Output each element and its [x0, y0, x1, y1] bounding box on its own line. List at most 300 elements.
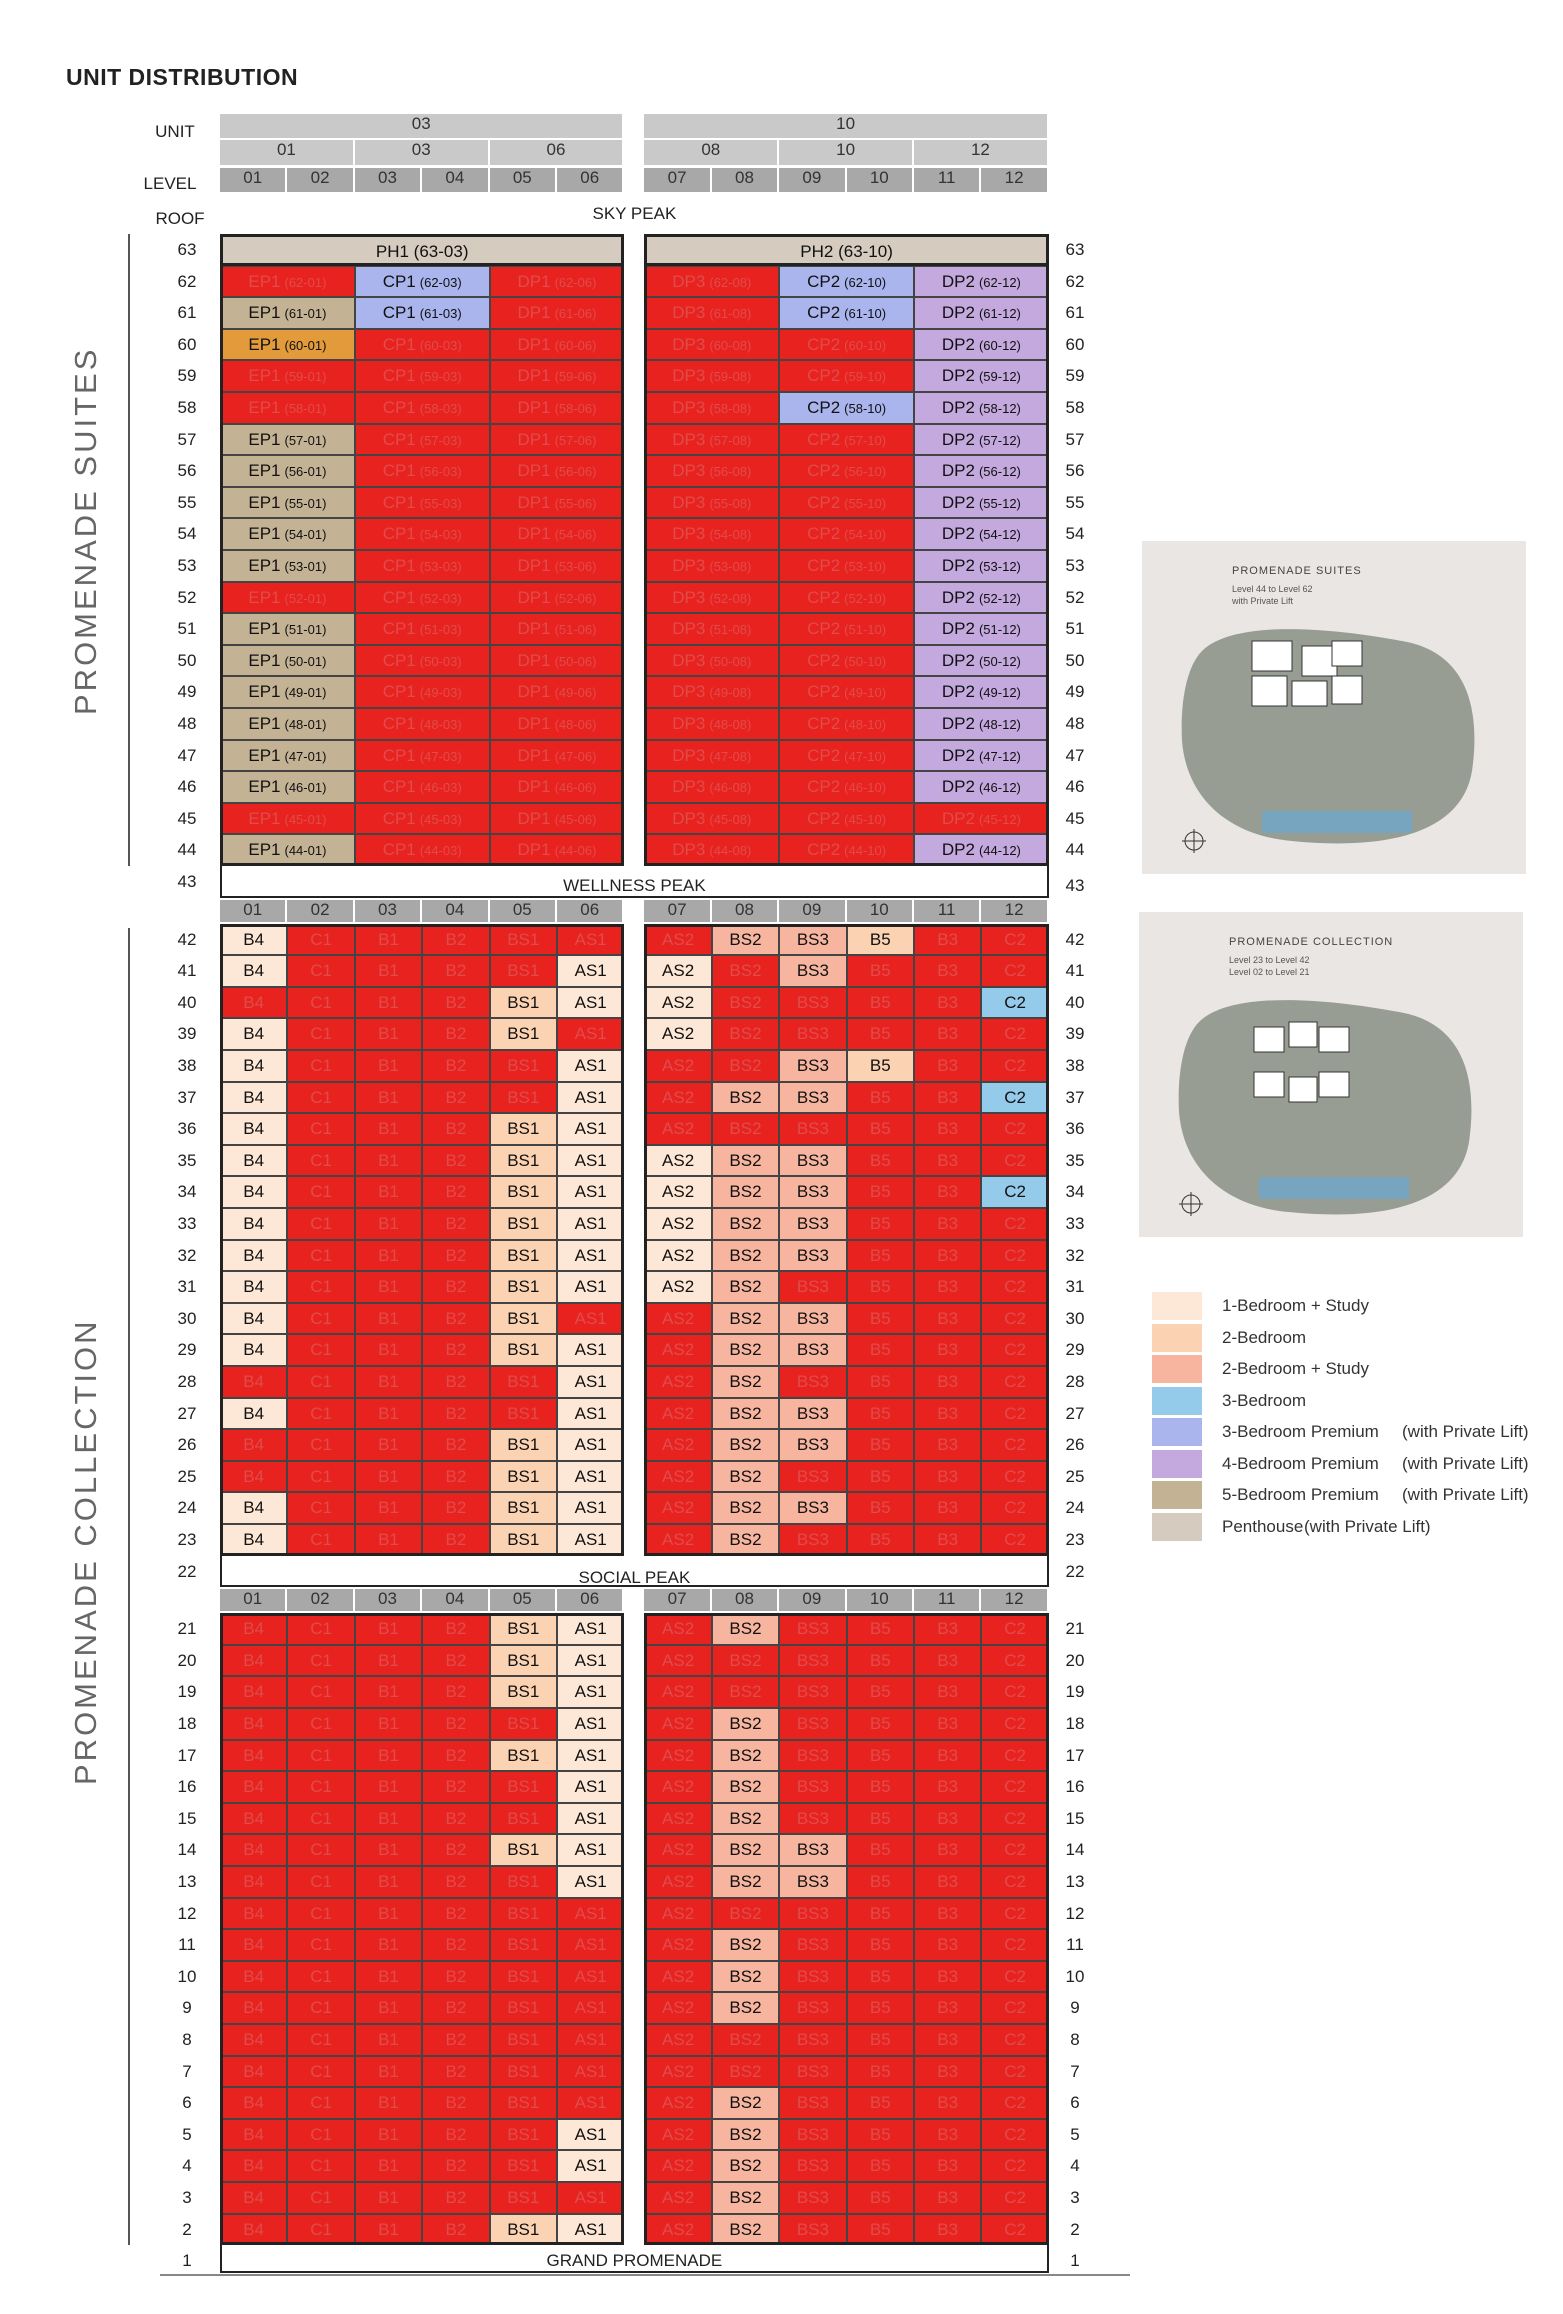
collection-unit-cell[interactable]: B4: [220, 1803, 287, 1835]
collection-unit-cell[interactable]: B4: [220, 1208, 287, 1240]
collection-unit-cell[interactable]: C1: [287, 2214, 354, 2246]
collection-unit-cell[interactable]: B2: [422, 1645, 489, 1677]
collection-unit-cell[interactable]: BS1: [490, 1740, 557, 1772]
collection-unit-cell[interactable]: C2: [981, 1303, 1048, 1335]
collection-unit-cell[interactable]: C1: [287, 1334, 354, 1366]
collection-unit-cell[interactable]: BS3: [779, 1082, 846, 1114]
collection-unit-cell[interactable]: BS2: [712, 1145, 779, 1177]
suite-unit-cell[interactable]: CP2 (44-10): [779, 834, 914, 866]
collection-unit-cell[interactable]: AS2: [644, 1113, 711, 1145]
collection-unit-cell[interactable]: C1: [287, 1271, 354, 1303]
collection-unit-cell[interactable]: B3: [914, 955, 981, 987]
suite-unit-cell[interactable]: DP2 (53-12): [914, 550, 1049, 582]
collection-unit-cell[interactable]: BS1: [490, 1398, 557, 1430]
suite-unit-cell[interactable]: DP3 (51-08): [644, 613, 779, 645]
collection-unit-cell[interactable]: B3: [914, 1334, 981, 1366]
collection-unit-cell[interactable]: C1: [287, 1771, 354, 1803]
collection-unit-cell[interactable]: BS2: [712, 1676, 779, 1708]
suite-unit-cell[interactable]: CP1 (62-03): [355, 266, 490, 298]
collection-unit-cell[interactable]: B5: [847, 1145, 914, 1177]
collection-unit-cell[interactable]: BS3: [779, 1992, 846, 2024]
collection-unit-cell[interactable]: AS1: [557, 1898, 624, 1930]
suite-unit-cell[interactable]: CP2 (46-10): [779, 771, 914, 803]
collection-unit-cell[interactable]: C1: [287, 2182, 354, 2214]
collection-unit-cell[interactable]: BS1: [490, 1708, 557, 1740]
collection-unit-cell[interactable]: BS3: [779, 1771, 846, 1803]
suite-unit-cell[interactable]: EP1 (61-01): [220, 297, 355, 329]
suite-unit-cell[interactable]: CP1 (56-03): [355, 455, 490, 487]
collection-unit-cell[interactable]: B1: [355, 1082, 422, 1114]
collection-unit-cell[interactable]: AS1: [557, 1803, 624, 1835]
collection-unit-cell[interactable]: B2: [422, 1208, 489, 1240]
collection-unit-cell[interactable]: C2: [981, 1113, 1048, 1145]
collection-unit-cell[interactable]: B4: [220, 1334, 287, 1366]
collection-unit-cell[interactable]: BS3: [779, 1271, 846, 1303]
collection-unit-cell[interactable]: B3: [914, 1303, 981, 1335]
collection-unit-cell[interactable]: C2: [981, 1240, 1048, 1272]
collection-unit-cell[interactable]: C2: [981, 1461, 1048, 1493]
suite-unit-cell[interactable]: DP2 (46-12): [914, 771, 1049, 803]
collection-unit-cell[interactable]: C1: [287, 1018, 354, 1050]
collection-unit-cell[interactable]: B3: [914, 1771, 981, 1803]
collection-unit-cell[interactable]: C1: [287, 1803, 354, 1835]
collection-unit-cell[interactable]: B5: [847, 1050, 914, 1082]
collection-unit-cell[interactable]: B4: [220, 1961, 287, 1993]
collection-unit-cell[interactable]: B4: [220, 1492, 287, 1524]
collection-unit-cell[interactable]: B1: [355, 2024, 422, 2056]
collection-unit-cell[interactable]: BS1: [490, 1018, 557, 1050]
collection-unit-cell[interactable]: AS1: [557, 1613, 624, 1645]
collection-unit-cell[interactable]: BS1: [490, 1113, 557, 1145]
collection-unit-cell[interactable]: C1: [287, 1524, 354, 1556]
collection-unit-cell[interactable]: B4: [220, 1898, 287, 1930]
suite-unit-cell[interactable]: DP1 (49-06): [490, 676, 625, 708]
collection-unit-cell[interactable]: B3: [914, 1018, 981, 1050]
collection-unit-cell[interactable]: B3: [914, 1492, 981, 1524]
suite-unit-cell[interactable]: DP2 (54-12): [914, 518, 1049, 550]
collection-unit-cell[interactable]: BS2: [712, 1992, 779, 2024]
collection-unit-cell[interactable]: B2: [422, 1834, 489, 1866]
collection-unit-cell[interactable]: AS1: [557, 2056, 624, 2088]
collection-unit-cell[interactable]: BS3: [779, 924, 846, 956]
suite-unit-cell[interactable]: EP1 (57-01): [220, 424, 355, 456]
collection-unit-cell[interactable]: BS1: [490, 1050, 557, 1082]
collection-unit-cell[interactable]: B1: [355, 1866, 422, 1898]
collection-unit-cell[interactable]: B4: [220, 1834, 287, 1866]
collection-unit-cell[interactable]: C1: [287, 1366, 354, 1398]
collection-unit-cell[interactable]: B2: [422, 1524, 489, 1556]
suite-unit-cell[interactable]: DP3 (53-08): [644, 550, 779, 582]
collection-unit-cell[interactable]: C1: [287, 1429, 354, 1461]
collection-unit-cell[interactable]: BS1: [490, 924, 557, 956]
collection-unit-cell[interactable]: BS1: [490, 1082, 557, 1114]
collection-unit-cell[interactable]: AS2: [644, 2087, 711, 2119]
collection-unit-cell[interactable]: B5: [847, 1334, 914, 1366]
collection-unit-cell[interactable]: BS1: [490, 1803, 557, 1835]
collection-unit-cell[interactable]: B1: [355, 2182, 422, 2214]
collection-unit-cell[interactable]: AS1: [557, 1018, 624, 1050]
collection-unit-cell[interactable]: AS2: [644, 2150, 711, 2182]
collection-unit-cell[interactable]: B5: [847, 1708, 914, 1740]
suite-unit-cell[interactable]: EP1 (45-01): [220, 803, 355, 835]
suite-unit-cell[interactable]: DP1 (48-06): [490, 708, 625, 740]
collection-unit-cell[interactable]: B3: [914, 1050, 981, 1082]
suite-unit-cell[interactable]: DP1 (61-06): [490, 297, 625, 329]
collection-unit-cell[interactable]: AS2: [644, 1050, 711, 1082]
collection-unit-cell[interactable]: C1: [287, 1898, 354, 1930]
collection-unit-cell[interactable]: B5: [847, 1208, 914, 1240]
collection-unit-cell[interactable]: BS2: [712, 1740, 779, 1772]
collection-unit-cell[interactable]: AS1: [557, 1676, 624, 1708]
collection-unit-cell[interactable]: B5: [847, 1834, 914, 1866]
collection-unit-cell[interactable]: C1: [287, 1866, 354, 1898]
suite-unit-cell[interactable]: CP2 (62-10): [779, 266, 914, 298]
collection-unit-cell[interactable]: BS1: [490, 1929, 557, 1961]
collection-unit-cell[interactable]: B1: [355, 1429, 422, 1461]
collection-unit-cell[interactable]: AS2: [644, 1961, 711, 1993]
collection-unit-cell[interactable]: B5: [847, 2119, 914, 2151]
collection-unit-cell[interactable]: BS2: [712, 1929, 779, 1961]
suite-unit-cell[interactable]: DP3 (47-08): [644, 740, 779, 772]
collection-unit-cell[interactable]: AS1: [557, 1208, 624, 1240]
collection-unit-cell[interactable]: C1: [287, 2087, 354, 2119]
collection-unit-cell[interactable]: BS1: [490, 1303, 557, 1335]
collection-unit-cell[interactable]: BS2: [712, 1524, 779, 1556]
collection-unit-cell[interactable]: AS2: [644, 1929, 711, 1961]
suite-unit-cell[interactable]: EP1 (48-01): [220, 708, 355, 740]
collection-unit-cell[interactable]: B1: [355, 1366, 422, 1398]
collection-unit-cell[interactable]: BS2: [712, 1771, 779, 1803]
collection-unit-cell[interactable]: B5: [847, 1992, 914, 2024]
collection-unit-cell[interactable]: B2: [422, 1740, 489, 1772]
collection-unit-cell[interactable]: B5: [847, 1176, 914, 1208]
collection-unit-cell[interactable]: AS1: [557, 1961, 624, 1993]
collection-unit-cell[interactable]: BS2: [712, 1398, 779, 1430]
suite-unit-cell[interactable]: CP1 (47-03): [355, 740, 490, 772]
suite-unit-cell[interactable]: DP1 (60-06): [490, 329, 625, 361]
collection-unit-cell[interactable]: B3: [914, 2024, 981, 2056]
suite-unit-cell[interactable]: EP1 (56-01): [220, 455, 355, 487]
suite-unit-cell[interactable]: EP1 (46-01): [220, 771, 355, 803]
collection-unit-cell[interactable]: C2: [981, 1992, 1048, 2024]
collection-unit-cell[interactable]: B1: [355, 1834, 422, 1866]
collection-unit-cell[interactable]: C2: [981, 1803, 1048, 1835]
collection-unit-cell[interactable]: BS1: [490, 1613, 557, 1645]
collection-unit-cell[interactable]: B3: [914, 1398, 981, 1430]
collection-unit-cell[interactable]: B5: [847, 2024, 914, 2056]
collection-unit-cell[interactable]: B4: [220, 2182, 287, 2214]
collection-unit-cell[interactable]: BS3: [779, 1334, 846, 1366]
collection-unit-cell[interactable]: B3: [914, 2056, 981, 2088]
collection-unit-cell[interactable]: C1: [287, 1398, 354, 1430]
collection-unit-cell[interactable]: B3: [914, 1429, 981, 1461]
collection-unit-cell[interactable]: B2: [422, 1240, 489, 1272]
collection-unit-cell[interactable]: BS1: [490, 1866, 557, 1898]
collection-unit-cell[interactable]: BS1: [490, 2087, 557, 2119]
collection-unit-cell[interactable]: B1: [355, 1898, 422, 1930]
collection-unit-cell[interactable]: B4: [220, 1524, 287, 1556]
suite-unit-cell[interactable]: DP1 (62-06): [490, 266, 625, 298]
collection-unit-cell[interactable]: C1: [287, 1676, 354, 1708]
collection-unit-cell[interactable]: B5: [847, 1113, 914, 1145]
collection-unit-cell[interactable]: B3: [914, 924, 981, 956]
collection-unit-cell[interactable]: BS3: [779, 1050, 846, 1082]
collection-unit-cell[interactable]: AS2: [644, 1334, 711, 1366]
suite-unit-cell[interactable]: DP3 (49-08): [644, 676, 779, 708]
suite-unit-cell[interactable]: CP2 (47-10): [779, 740, 914, 772]
suite-unit-cell[interactable]: CP1 (51-03): [355, 613, 490, 645]
collection-unit-cell[interactable]: B4: [220, 987, 287, 1019]
collection-unit-cell[interactable]: B2: [422, 1145, 489, 1177]
collection-unit-cell[interactable]: BS1: [490, 1461, 557, 1493]
collection-unit-cell[interactable]: C2: [981, 1398, 1048, 1430]
collection-unit-cell[interactable]: AS1: [557, 1303, 624, 1335]
collection-unit-cell[interactable]: BS3: [779, 1676, 846, 1708]
collection-unit-cell[interactable]: BS1: [490, 1898, 557, 1930]
collection-unit-cell[interactable]: B5: [847, 1740, 914, 1772]
collection-unit-cell[interactable]: BS2: [712, 1208, 779, 1240]
collection-unit-cell[interactable]: B5: [847, 1676, 914, 1708]
collection-unit-cell[interactable]: BS3: [779, 1429, 846, 1461]
collection-unit-cell[interactable]: B2: [422, 955, 489, 987]
suite-unit-cell[interactable]: CP2 (52-10): [779, 582, 914, 614]
collection-unit-cell[interactable]: BS2: [712, 2056, 779, 2088]
collection-unit-cell[interactable]: BS1: [490, 2119, 557, 2151]
suite-unit-cell[interactable]: DP2 (52-12): [914, 582, 1049, 614]
collection-unit-cell[interactable]: BS3: [779, 1176, 846, 1208]
suite-unit-cell[interactable]: DP1 (47-06): [490, 740, 625, 772]
suite-unit-cell[interactable]: CP1 (44-03): [355, 834, 490, 866]
collection-unit-cell[interactable]: C1: [287, 1145, 354, 1177]
collection-unit-cell[interactable]: AS2: [644, 2214, 711, 2246]
collection-unit-cell[interactable]: AS1: [557, 2119, 624, 2151]
collection-unit-cell[interactable]: BS1: [490, 1961, 557, 1993]
collection-unit-cell[interactable]: BS2: [712, 1461, 779, 1493]
collection-unit-cell[interactable]: AS1: [557, 1461, 624, 1493]
collection-unit-cell[interactable]: BS2: [712, 1834, 779, 1866]
suite-unit-cell[interactable]: DP2 (50-12): [914, 645, 1049, 677]
collection-unit-cell[interactable]: BS1: [490, 1676, 557, 1708]
suite-unit-cell[interactable]: CP1 (53-03): [355, 550, 490, 582]
collection-unit-cell[interactable]: B3: [914, 1271, 981, 1303]
collection-unit-cell[interactable]: B1: [355, 1929, 422, 1961]
suite-unit-cell[interactable]: DP3 (62-08): [644, 266, 779, 298]
collection-unit-cell[interactable]: B4: [220, 1018, 287, 1050]
collection-unit-cell[interactable]: C1: [287, 1176, 354, 1208]
collection-unit-cell[interactable]: BS3: [779, 1145, 846, 1177]
collection-unit-cell[interactable]: B2: [422, 2150, 489, 2182]
collection-unit-cell[interactable]: B2: [422, 1866, 489, 1898]
collection-unit-cell[interactable]: AS1: [557, 1398, 624, 1430]
collection-unit-cell[interactable]: AS1: [557, 2150, 624, 2182]
collection-unit-cell[interactable]: BS1: [490, 2024, 557, 2056]
collection-unit-cell[interactable]: B1: [355, 1334, 422, 1366]
collection-unit-cell[interactable]: B2: [422, 1992, 489, 2024]
collection-unit-cell[interactable]: BS2: [712, 1271, 779, 1303]
collection-unit-cell[interactable]: C2: [981, 1929, 1048, 1961]
penthouse-cell[interactable]: PH2 (63-10): [644, 234, 1048, 266]
collection-unit-cell[interactable]: BS1: [490, 1176, 557, 1208]
collection-unit-cell[interactable]: BS1: [490, 1334, 557, 1366]
collection-unit-cell[interactable]: BS1: [490, 1834, 557, 1866]
suite-unit-cell[interactable]: CP2 (60-10): [779, 329, 914, 361]
collection-unit-cell[interactable]: B4: [220, 1740, 287, 1772]
collection-unit-cell[interactable]: B2: [422, 2182, 489, 2214]
suite-unit-cell[interactable]: EP1 (59-01): [220, 360, 355, 392]
collection-unit-cell[interactable]: AS1: [557, 1866, 624, 1898]
collection-unit-cell[interactable]: C1: [287, 1929, 354, 1961]
collection-unit-cell[interactable]: B1: [355, 1303, 422, 1335]
collection-unit-cell[interactable]: BS3: [779, 955, 846, 987]
collection-unit-cell[interactable]: B5: [847, 1803, 914, 1835]
suite-unit-cell[interactable]: DP3 (48-08): [644, 708, 779, 740]
suite-unit-cell[interactable]: DP3 (52-08): [644, 582, 779, 614]
collection-unit-cell[interactable]: B4: [220, 1429, 287, 1461]
collection-unit-cell[interactable]: B4: [220, 1145, 287, 1177]
collection-unit-cell[interactable]: BS2: [712, 1708, 779, 1740]
collection-unit-cell[interactable]: B4: [220, 1613, 287, 1645]
collection-unit-cell[interactable]: B2: [422, 1771, 489, 1803]
collection-unit-cell[interactable]: BS1: [490, 1271, 557, 1303]
collection-unit-cell[interactable]: B3: [914, 2214, 981, 2246]
collection-unit-cell[interactable]: AS2: [644, 1240, 711, 1272]
suite-unit-cell[interactable]: CP2 (55-10): [779, 487, 914, 519]
collection-unit-cell[interactable]: B1: [355, 2056, 422, 2088]
collection-unit-cell[interactable]: AS2: [644, 1366, 711, 1398]
collection-unit-cell[interactable]: B5: [847, 1303, 914, 1335]
collection-unit-cell[interactable]: BS2: [712, 1018, 779, 1050]
collection-unit-cell[interactable]: AS2: [644, 1082, 711, 1114]
collection-unit-cell[interactable]: C2: [981, 2119, 1048, 2151]
collection-unit-cell[interactable]: B1: [355, 1992, 422, 2024]
collection-unit-cell[interactable]: C2: [981, 1492, 1048, 1524]
collection-unit-cell[interactable]: C1: [287, 1961, 354, 1993]
collection-unit-cell[interactable]: BS1: [490, 1524, 557, 1556]
suite-unit-cell[interactable]: CP2 (58-10): [779, 392, 914, 424]
suite-unit-cell[interactable]: DP2 (58-12): [914, 392, 1049, 424]
collection-unit-cell[interactable]: BS3: [779, 1898, 846, 1930]
suite-unit-cell[interactable]: DP1 (44-06): [490, 834, 625, 866]
collection-unit-cell[interactable]: AS2: [644, 1866, 711, 1898]
collection-unit-cell[interactable]: C1: [287, 1113, 354, 1145]
collection-unit-cell[interactable]: B3: [914, 1176, 981, 1208]
collection-unit-cell[interactable]: BS1: [490, 1145, 557, 1177]
collection-unit-cell[interactable]: B2: [422, 1366, 489, 1398]
collection-unit-cell[interactable]: B5: [847, 1898, 914, 1930]
collection-unit-cell[interactable]: B5: [847, 955, 914, 987]
collection-unit-cell[interactable]: BS2: [712, 2119, 779, 2151]
collection-unit-cell[interactable]: C2: [981, 1771, 1048, 1803]
suite-unit-cell[interactable]: DP1 (55-06): [490, 487, 625, 519]
collection-unit-cell[interactable]: BS2: [712, 1645, 779, 1677]
suite-unit-cell[interactable]: DP3 (55-08): [644, 487, 779, 519]
collection-unit-cell[interactable]: BS2: [712, 1366, 779, 1398]
collection-unit-cell[interactable]: B4: [220, 1398, 287, 1430]
collection-unit-cell[interactable]: AS2: [644, 1834, 711, 1866]
collection-unit-cell[interactable]: BS3: [779, 1303, 846, 1335]
collection-unit-cell[interactable]: B5: [847, 2150, 914, 2182]
collection-unit-cell[interactable]: AS1: [557, 924, 624, 956]
collection-unit-cell[interactable]: AS2: [644, 1303, 711, 1335]
collection-unit-cell[interactable]: AS1: [557, 2214, 624, 2246]
collection-unit-cell[interactable]: AS2: [644, 1803, 711, 1835]
collection-unit-cell[interactable]: C1: [287, 955, 354, 987]
collection-unit-cell[interactable]: BS1: [490, 955, 557, 987]
collection-unit-cell[interactable]: B5: [847, 1240, 914, 1272]
collection-unit-cell[interactable]: C1: [287, 1834, 354, 1866]
collection-unit-cell[interactable]: BS1: [490, 2182, 557, 2214]
collection-unit-cell[interactable]: B1: [355, 1613, 422, 1645]
suite-unit-cell[interactable]: DP2 (47-12): [914, 740, 1049, 772]
collection-unit-cell[interactable]: B4: [220, 1113, 287, 1145]
suite-unit-cell[interactable]: CP2 (48-10): [779, 708, 914, 740]
collection-unit-cell[interactable]: AS2: [644, 1676, 711, 1708]
suite-unit-cell[interactable]: CP1 (54-03): [355, 518, 490, 550]
collection-unit-cell[interactable]: AS1: [557, 1771, 624, 1803]
collection-unit-cell[interactable]: BS3: [779, 1208, 846, 1240]
collection-unit-cell[interactable]: AS1: [557, 1740, 624, 1772]
collection-unit-cell[interactable]: B3: [914, 1929, 981, 1961]
collection-unit-cell[interactable]: C2: [981, 2024, 1048, 2056]
collection-unit-cell[interactable]: B3: [914, 1961, 981, 1993]
suite-unit-cell[interactable]: DP1 (52-06): [490, 582, 625, 614]
suite-unit-cell[interactable]: EP1 (55-01): [220, 487, 355, 519]
collection-unit-cell[interactable]: B2: [422, 1303, 489, 1335]
collection-unit-cell[interactable]: B4: [220, 1303, 287, 1335]
collection-unit-cell[interactable]: B1: [355, 1524, 422, 1556]
suite-unit-cell[interactable]: DP3 (58-08): [644, 392, 779, 424]
collection-unit-cell[interactable]: C1: [287, 2119, 354, 2151]
collection-unit-cell[interactable]: AS2: [644, 1740, 711, 1772]
collection-unit-cell[interactable]: C2: [981, 1145, 1048, 1177]
collection-unit-cell[interactable]: C2: [981, 1834, 1048, 1866]
suite-unit-cell[interactable]: DP1 (50-06): [490, 645, 625, 677]
collection-unit-cell[interactable]: C1: [287, 1645, 354, 1677]
suite-unit-cell[interactable]: DP2 (62-12): [914, 266, 1049, 298]
suite-unit-cell[interactable]: DP2 (49-12): [914, 676, 1049, 708]
collection-unit-cell[interactable]: B1: [355, 1708, 422, 1740]
collection-unit-cell[interactable]: BS1: [490, 1771, 557, 1803]
collection-unit-cell[interactable]: BS2: [712, 924, 779, 956]
collection-unit-cell[interactable]: B3: [914, 1645, 981, 1677]
collection-unit-cell[interactable]: B5: [847, 1429, 914, 1461]
suite-unit-cell[interactable]: CP1 (45-03): [355, 803, 490, 835]
collection-unit-cell[interactable]: B3: [914, 1113, 981, 1145]
collection-unit-cell[interactable]: B2: [422, 2214, 489, 2246]
collection-unit-cell[interactable]: B5: [847, 1524, 914, 1556]
collection-unit-cell[interactable]: B5: [847, 1961, 914, 1993]
collection-unit-cell[interactable]: C2: [981, 1176, 1048, 1208]
suite-unit-cell[interactable]: CP2 (59-10): [779, 360, 914, 392]
collection-unit-cell[interactable]: B4: [220, 1771, 287, 1803]
collection-unit-cell[interactable]: AS2: [644, 1992, 711, 2024]
collection-unit-cell[interactable]: AS2: [644, 1145, 711, 1177]
collection-unit-cell[interactable]: BS3: [779, 2182, 846, 2214]
suite-unit-cell[interactable]: CP1 (61-03): [355, 297, 490, 329]
collection-unit-cell[interactable]: B2: [422, 2024, 489, 2056]
suite-unit-cell[interactable]: DP1 (51-06): [490, 613, 625, 645]
collection-unit-cell[interactable]: BS3: [779, 2056, 846, 2088]
collection-unit-cell[interactable]: B3: [914, 1834, 981, 1866]
collection-unit-cell[interactable]: AS1: [557, 1992, 624, 2024]
suite-unit-cell[interactable]: DP3 (46-08): [644, 771, 779, 803]
collection-unit-cell[interactable]: C2: [981, 1740, 1048, 1772]
collection-unit-cell[interactable]: C2: [981, 1429, 1048, 1461]
collection-unit-cell[interactable]: C2: [981, 1708, 1048, 1740]
collection-unit-cell[interactable]: BS3: [779, 2214, 846, 2246]
collection-unit-cell[interactable]: B3: [914, 1082, 981, 1114]
collection-unit-cell[interactable]: BS3: [779, 1834, 846, 1866]
